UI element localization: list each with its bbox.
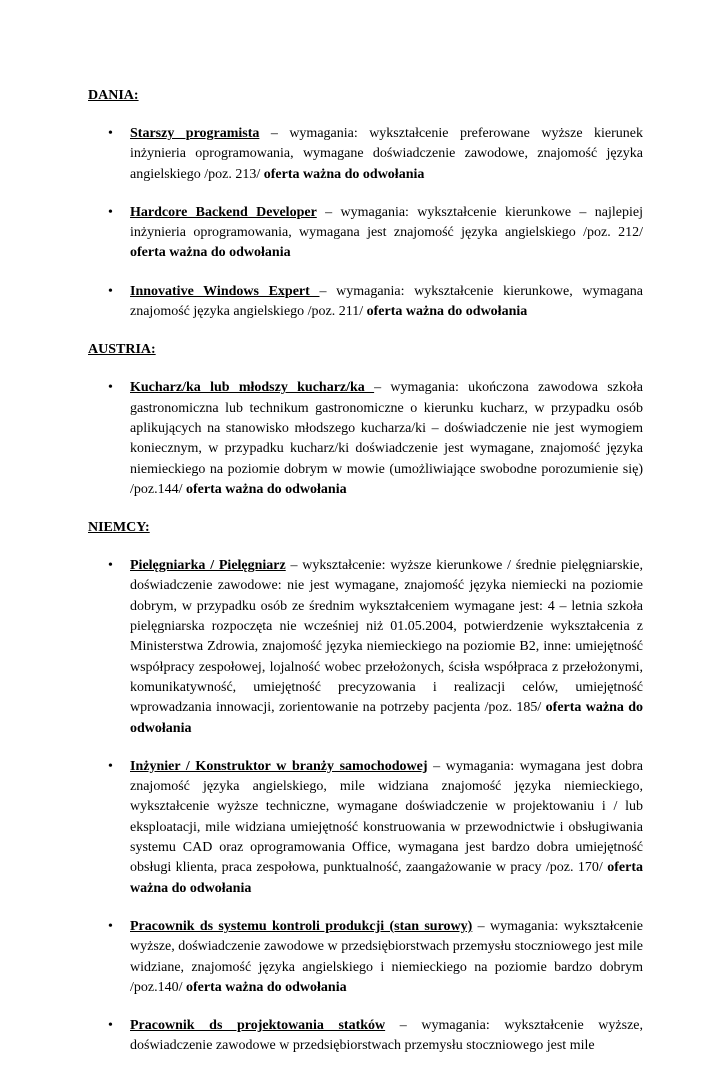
offer-item: [88, 556, 643, 739]
offer-list: [88, 378, 643, 500]
offer-description: – wykształcenie: wyższe kierunkowe / średnie pielęgniarskie, doświadczenie zawodowe: nie jest wymagane, znajomość języka niemiecki na poziomie dobrym, w przypadku osób ze średnim wykształceniem wymagane jest: 4 – letnia szkoła pielęgniarska rozpoczęta nie wcześniej niż 01.05.2004, potwierdzenie wykształcenia z Ministerstwa Zdrowia, znajomość języka niemieckiego na poziomie B2, inne: umiejętność współpracy zespołowej, lojalność wobec przełożonych, ścisła współpraca z przełożonymi, komunikatywność, umiejętność precyzowania i realizacji celów, umiejętność wprowadzania innowacji, zorientowanie na potrzeby pacjenta /poz. 185/: [130, 558, 644, 716]
section-heading: NIEMCY:: [88, 520, 150, 536]
offer-title: Kucharz/ka lub młodszy kucharz/ka: [130, 380, 375, 396]
offer-validity: oferta ważna do odwołania: [186, 979, 347, 995]
section-heading: DANIA:: [88, 88, 139, 103]
offer-title: Inżynier / Konstruktor w branży samochodowej: [130, 758, 428, 774]
offer-description: – wymagania: wymagana jest dobra znajomość języka angielskiego, mile widziana znajomość języka niemieckiego, wykształcenie wyższe techniczne, wymagane doświadczenie w projektowaniu i / lub eksploatacji, mile widziana umiejętność konstruowania w przewodnictwie i obsługiwania systemu CAD oraz oprogramowania Office, wymagana jest bardzo dobra umiejętność obsługi klienta, praca zespołowa, punktualność, zaangażowanie w pracy /poz. 170/: [130, 758, 643, 876]
offer-title: Pracownik ds projektowania statków: [130, 1018, 386, 1034]
offer-validity: oferta ważna do odwołania: [130, 700, 643, 736]
bullet-icon: •: [108, 558, 113, 574]
section-austria: [88, 340, 643, 500]
bullet-icon: •: [108, 283, 113, 299]
offer-item: [88, 917, 643, 998]
section-dania: [88, 86, 643, 322]
offer-item: [88, 757, 643, 899]
offer-description: – wymagania: ukończona zawodowa szkoła gastronomiczna lub technikum gastronomiczne o kierunku kucharz, w przypadku osób aplikujących na stanowisko młodszego kucharza/ki – doświadczenie nie jest wymogiem koniecznym, w przypadku kucharz/ki doświadczenie jest wymagane, znajomość języka niemieckiego na poziomie dobrym w mowie (umożliwiające swobodne porozumienie się) /poz.144/: [130, 380, 643, 497]
offer-item: [88, 378, 643, 500]
bullet-icon: •: [108, 758, 113, 774]
offer-title: Pielęgniarka / Pielęgniarz: [130, 558, 286, 574]
offer-validity: oferta ważna do odwołania: [130, 860, 643, 896]
bullet-icon: •: [108, 1018, 113, 1034]
offer-description: – wymagania: wykształcenie wyższe, doświadczenie zawodowe w przedsiębiorstwach przemysłu stoczniowego jest mile widziane, znajomość języka angielskiego i niemieckiego na poziomie bardzo dobrym /poz.140/: [130, 918, 643, 995]
offer-title: Starszy programista: [130, 126, 260, 141]
offer-description: – wymagania: wykształcenie preferowane wyższe kierunek inżynieria oprogramowania, wymagane doświadczenie zawodowe, znajomość języka angielskiego /poz. 213/: [130, 126, 643, 182]
bullet-icon: •: [108, 918, 113, 934]
offer-description: – wymagania: wykształcenie wyższe, doświadczenie zawodowe w przedsiębiorstwach przemysłu stoczniowego jest mile: [130, 1018, 643, 1054]
offer-list: [88, 556, 643, 1057]
document-page: [88, 86, 643, 1075]
bullet-icon: •: [108, 126, 113, 141]
section-heading: AUSTRIA:: [88, 342, 156, 358]
offer-validity: oferta ważna do odwołania: [263, 166, 425, 182]
offer-validity: oferta ważna do odwołania: [366, 304, 528, 320]
offer-item: [88, 1016, 643, 1057]
bullet-icon: •: [108, 204, 113, 220]
offer-item: [88, 124, 643, 185]
offer-description: – wymagania: wykształcenie kierunkowe – najlepiej inżynieria oprogramowania, wymagana jest znajomość języka angielskiego /poz. 212/: [130, 204, 643, 241]
bullet-icon: •: [108, 380, 113, 396]
offer-validity: oferta ważna do odwołania: [130, 245, 291, 261]
offer-title: Hardcore Backend Developer: [130, 204, 317, 220]
section-niemcy: [88, 518, 643, 1057]
offer-title: Pracownik ds systemu kontroli produkcji (stan surowy): [130, 918, 473, 934]
offer-list: [88, 124, 643, 322]
offer-description: – wymagania: wykształcenie kierunkowe, wymagana znajomość języka angielskiego /poz. 211/: [130, 283, 644, 320]
offer-item: [88, 282, 643, 323]
offer-item: [88, 203, 643, 264]
offer-title: Innovative Windows Expert: [130, 283, 320, 299]
offer-validity: oferta ważna do odwołania: [186, 481, 347, 497]
